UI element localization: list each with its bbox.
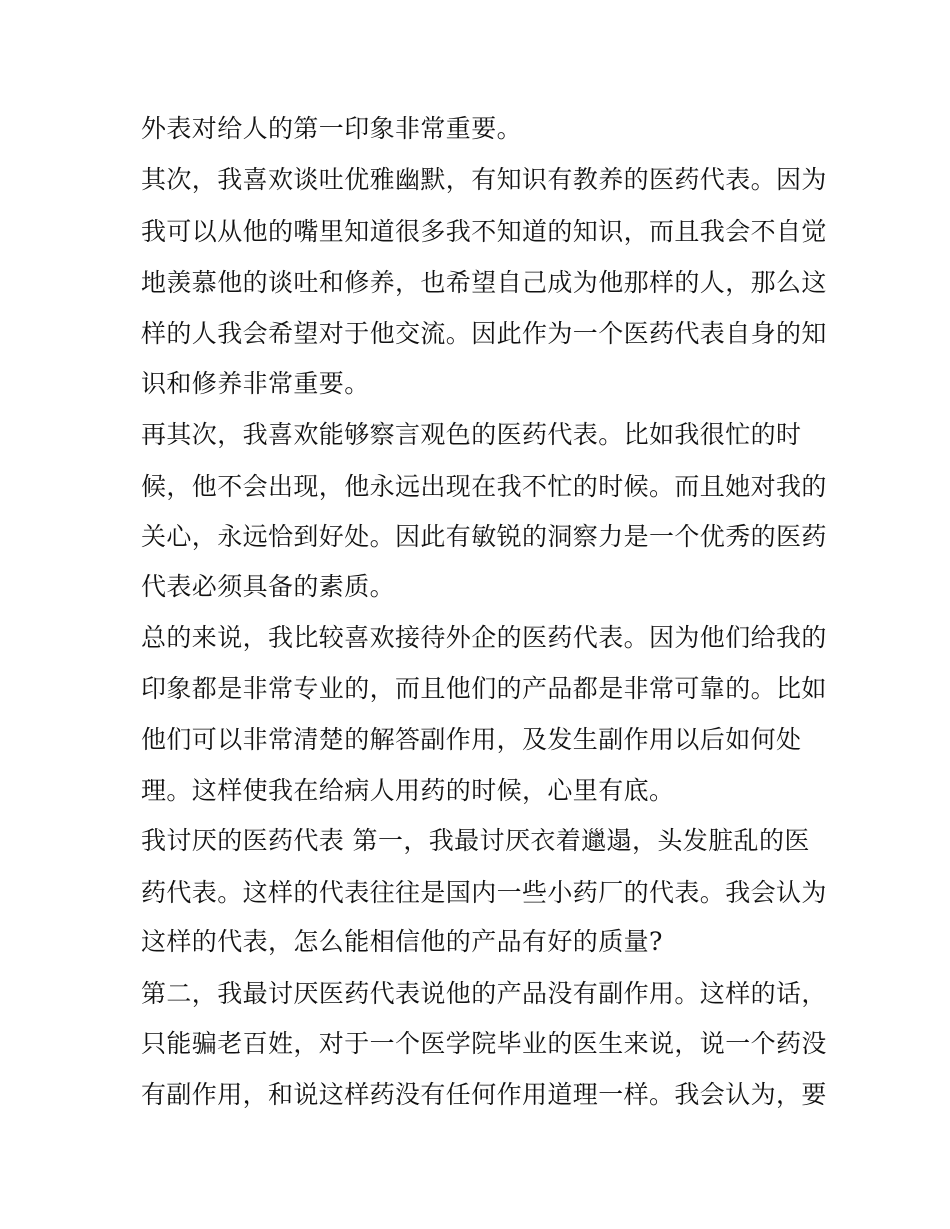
text-line: 关心，永远恰到好处。因此有敏锐的洞察力是一个优秀的医药 [141, 522, 827, 551]
text-line: 外表对给人的第一印象非常重要。 [141, 114, 523, 143]
text-line: 理。这样使我在给病人用药的时候，心里有底。 [141, 776, 675, 805]
text-line: 总的来说，我比较喜欢接待外企的医药代表。因为他们给我的 [141, 623, 827, 652]
text-line: 再其次，我喜欢能够察言观色的医药代表。比如我很忙的时 [141, 420, 802, 449]
text-line: 代表必须具备的素质。 [141, 572, 396, 601]
text-line: 我可以从他的嘴里知道很多我不知道的知识，而且我会不自觉 [141, 217, 827, 246]
text-line: 样的人我会希望对于他交流。因此作为一个医药代表自身的知 [141, 319, 827, 348]
text-line: 地羡慕他的谈吐和修养，也希望自己成为他那样的人，那么这 [141, 268, 827, 297]
text-line: 候，他不会出现，他永远出现在我不忙的时候。而且她对我的 [141, 472, 827, 501]
text-line: 识和修养非常重要。 [141, 369, 370, 398]
text-line: 只能骗老百姓，对于一个医学院毕业的医生来说，说一个药没 [141, 1029, 827, 1058]
text-line: 印象都是非常专业的，而且他们的产品都是非常可靠的。比如 [141, 674, 827, 703]
text-line: 第二，我最讨厌医药代表说他的产品没有副作用。这样的话， [141, 979, 827, 1008]
text-line: 他们可以非常清楚的解答副作用，及发生副作用以后如何处 [141, 725, 802, 754]
text-line: 药代表。这样的代表往往是国内一些小药厂的代表。我会认为 [141, 878, 827, 907]
text-line: 我讨厌的医药代表 第一，我最讨厌衣着邋遢，头发脏乱的医 [141, 826, 810, 855]
text-line: 这样的代表，怎么能相信他的产品有好的质量? [141, 927, 663, 956]
text-line: 其次，我喜欢谈吐优雅幽默，有知识有教养的医药代表。因为 [141, 165, 827, 194]
text-line: 有副作用，和说这样药没有任何作用道理一样。我会认为，要 [141, 1080, 827, 1109]
